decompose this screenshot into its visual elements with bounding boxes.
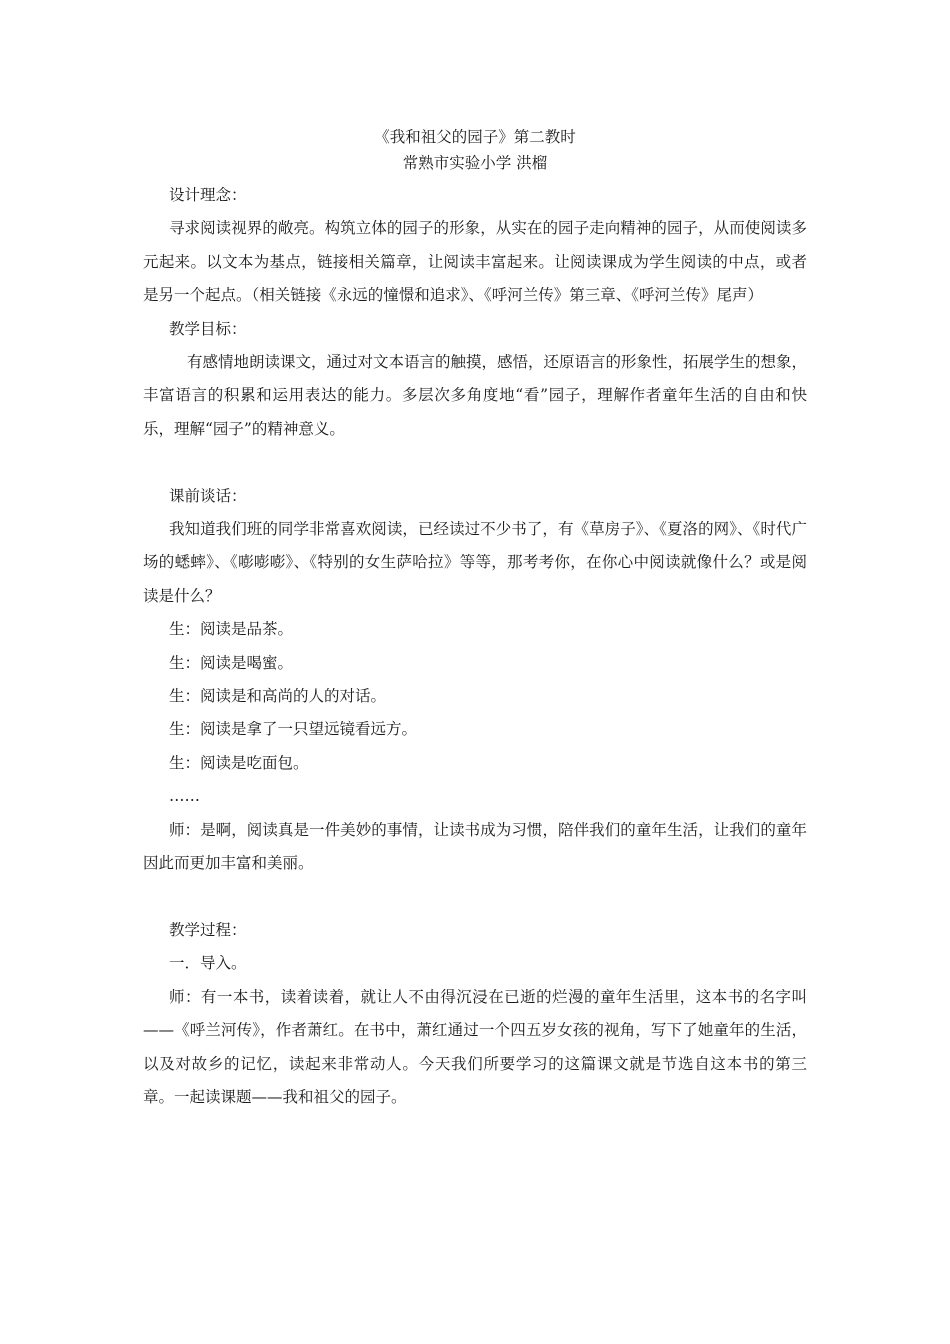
design-concept-text: 寻求阅读视界的敞亮。构筑立体的园子的形象，从实在的园子走向精神的园子，从而使阅读多元起来。以文本为基点，链接相关篇章，让阅读丰富起来。让阅读课成为学生阅读的中点，或者是另一个起点。（相关链接《永远的憧憬和追求》、《呼河兰传》第三章、《呼河兰传》尾声） [143, 219, 807, 305]
document-body [143, 124, 807, 1114]
teacher-reply-text: 师：是啊，阅读真是一件美妙的事情，让读书成为习惯，陪伴我们的童年生活，让我们的童年因此而更加丰富和美丽。 [143, 820, 807, 873]
ellipsis: …… [169, 787, 200, 806]
student-answer: 生：阅读是和高尚的人的对话。 [169, 687, 387, 706]
pre-class-talk-text: 我知道我们班的同学非常喜欢阅读，已经读过不少书了，有《草房子》、《夏洛的网》、《时代广场的蟋蟀》、《嘭嘭嘭》、《特别的女生萨哈拉》等等，那考考你，在你心中阅读就像什么？或是阅读是什么？ [143, 520, 807, 605]
teaching-process-label: 教学过程： [169, 920, 247, 939]
design-concept-label: 设计理念： [169, 186, 247, 204]
step-one-text: 师：有一本书，读着读着，就让人不由得沉浸在已逝的烂漫的童年生活里，这本书的名字叫——《呼兰河传》，作者萧红。在书中，萧红通过一个四五岁女孩的视角，写下了她童年的生活，以及对故乡的记忆，读起来非常动人。今天我们所要学习的这篇课文就是节选自这本书的第三章。一起读课题——我和祖父的园子。 [143, 987, 807, 1106]
teaching-goal-text: 有感情地朗读课文，通过对文本语言的触摸，感悟，还原语言的形象性，拓展学生的想象，丰富语言的积累和运用表达的能力。多层次多角度地“看”园子，理解作者童年生活的自由和快乐，理解“园子”的精神意义。 [143, 353, 808, 438]
student-answer: 生：阅读是品茶。 [169, 620, 294, 639]
student-answer: 生：阅读是吃面包。 [169, 753, 309, 772]
spacer [143, 881, 807, 914]
step-one-label: 一．导入。 [169, 954, 247, 973]
document-author: 常熟市实验小学 洪榴 [402, 154, 548, 172]
document-title: 《我和祖父的园子》第二教时 [374, 128, 576, 146]
spacer [143, 446, 807, 479]
teaching-goal-label: 教学目标： [169, 319, 247, 338]
student-answer: 生：阅读是拿了一只望远镜看远方。 [169, 720, 418, 739]
student-answer: 生：阅读是喝蜜。 [169, 653, 294, 672]
pre-class-talk-label: 课前谈话： [169, 486, 247, 505]
